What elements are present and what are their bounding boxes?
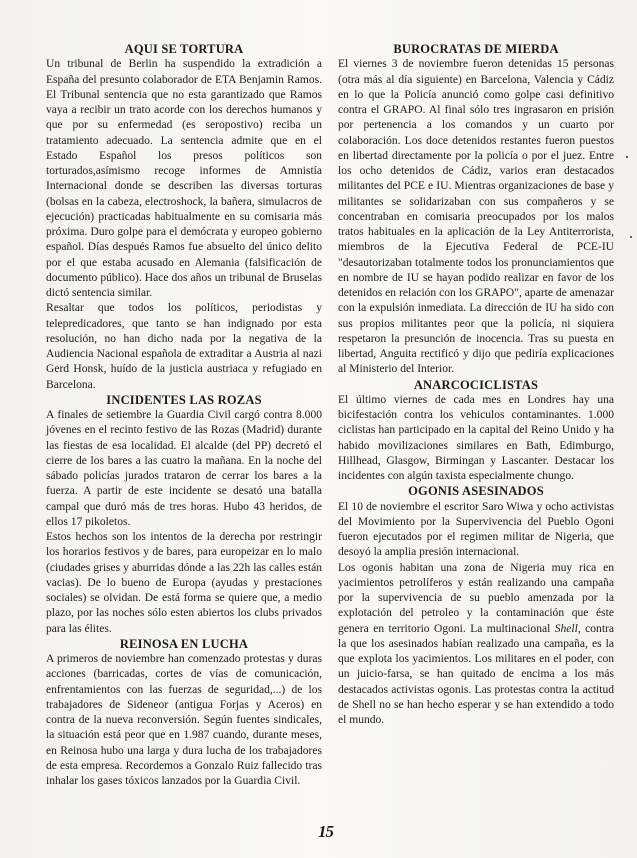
article-paragraph: Estos hechos son los intentos de la derecha por restringir los horarios festivos y de bares, para europeizar en lo malo (ciudades grises y aburridas dónde a las 22h las calles están vacias). De lo bueno de Europa (ayudas y prestaciones sociales) se olvidan. De está forma se quiere que, a medio plazo, por las noches sólo esten abiertos los clubs privados para las élites. [46, 531, 322, 635]
left-column [46, 42, 322, 789]
article-heading: REINOSA EN LUCHA [119, 636, 249, 651]
page-number: 15 [318, 822, 333, 841]
company-name: Shell [554, 622, 578, 635]
article-aqui-se-tortura [46, 42, 322, 393]
article-heading: INCIDENTES LAS ROZAS [106, 392, 262, 407]
article-paragraph: El 10 de noviembre el escritor Saro Wiwa y ocho activistas del Movimiento por la Supervivencia del Pueblo Ogoni fueron ejecutados por el regimen militar de Nigeria, que desoyó la amplia presión internacional. [338, 500, 614, 559]
article-paragraph: Un tribunal de Berlin ha suspendido la extradición a España del presunto colaborador de ETA Benjamin Ramos. El Tribunal sentencia que no esta garantizado que Ramos vaya a recibir un trato acorde con los derechos humanos y que por su enfermedad (es seropostivo) reciba un tratamiento adecuado. La sentencia admite que en el Estado Español los presos políticos son torturados,asímismo recoge informes de Amnistía Internacional donde se describen las diversas torturas (bolsas en la cabeza, electroshock, la bañera, simulacros de ejecución) practicadas habitualmente en su comisaria más próxima. Duro golpe para el demócrata y europeo gobierno español. Días después Ramos fue absuelto del único delito por el que estaba acusado en Alemania (falsificación de documento público). Hace dos años un tribunal de Bruselas dictó sentencia similar. [46, 58, 322, 299]
article-burocratas-de-mierda [338, 42, 614, 378]
article-paragraph: Los ogonis habitan una zona de Nigeria muy rica en yacimientos petrolíferos y están realizando una campaña por la supervivencia de su pueblo amenzada por la explotación del petroleo y la contaminación que éste genera en territorio Ogoni. La multinacional Shell, contra la que los asesinados habían realizado una campaña, es la que explota los yacimientos. Los militares en el poder, con un juicio-farsa, se han quitado de encima a los más destacados activistas ogonis. Las protestas contra la actitud de Shell no se han hecho esperar y se han extendido a todo el mundo. [338, 561, 614, 726]
article-paragraph: El viernes 3 de noviembre fueron detenidas 15 personas (otra más al día siguiente) en Barcelona, Valencia y Cádiz en lo que la Policía anunció como golpe casi definitivo contra el GRAPO. Al final sólo tres ingrasaron en prisión por pertenencia a los comandos y un cuarto por colaboración. Los doce detenidos restantes fueron puestos en libertad directamente por la policía o por el juez. Entre los ocho detenidos de Cádiz, varios eran destacados militantes del PCE e IU. Mientras organizaciones de base y militantes se solidarizaban con sus compañeros y se concentraban en comisaria preocupados por los malos tratos habituales en la aplicación de la Ley Antiterrorista, miembros de la Ejecutiva Federal de PCE-IU "desautorizaban totalmente todos los pronunciamientos que en nombre de IU se hayan podido realizar en favor de los detenidos en relación con los GRAPO", aparte de amenazar con la expulsión inmediata. La dirección de IU ha sido con sus propios militantes peor que la policía, ni siquiera respetaron la presunción de inocencia. Tras su puesta en libertad, Anguita rectificó y dijo que pediría explicaciones al Ministerio del Interior. [338, 58, 614, 376]
article-paragraph: A primeros de noviembre han comenzado protestas y duras acciones (barricadas, cortes de vías de comunicación, enfrentamientos con las fuerzas de seguridad,...) de los trabajadores de Sideneor (antigua Forjas y Aceros) en contra de la nueva reconversión. Según fuentes sindicales, la situación está peor que en 1.987 cuando, durante meses, en Reinosa hubo una larga y dura lucha de los trabajadores de esta empresa. Recordemos a Gonzalo Ruiz fallecido tras inhalar los gases tóxicos lanzados por la Guardia Civil. [46, 653, 322, 787]
article-heading: BUROCRATAS DE MIERDA [393, 42, 559, 56]
article-ogonis-asesinados [338, 484, 614, 728]
article-paragraph: Resaltar que todos los políticos, periodistas y telepredicadores, que tanto se han indignado por esta resolución, no han dicho nada por la negativa de la Audiencia Nacional española de extraditar a Austria al nazi Gerd Honsk, huído de la justicia austriaca y refugiado en Barcelona. [46, 302, 322, 391]
article-paragraph: El último viernes de cada mes en Londres hay una bicifestación contra los vehiculos contaminantes. 1.000 ciclistas han participado en la capital del Reino Unido y ha habido movilizaciones similares en Bath, Edimburgo, Hillhead, Glasgow, Birmingan y Lascanter. Destacar los incidentes con algún taxista especialmente chungo. [338, 393, 614, 482]
right-column [338, 42, 614, 728]
scan-speck [626, 156, 628, 158]
scan-speck [630, 236, 632, 238]
article-reinosa-en-lucha [46, 637, 322, 790]
article-incidentes-las-rozas [46, 393, 322, 637]
article-heading: ANARCOCICLISTAS [413, 377, 539, 392]
article-heading: AQUI SE TORTURA [124, 42, 244, 56]
article-paragraph: A finales de setiembre la Guardia Civil cargó contra 8.000 jóvenes en el recinto festivo de las Rozas (Madrid) durante las fiestas de esa localidad. El alcalde (del PP) decretó el cierre de los bares a las cuatro la mañana. En la noche del sábado policías jurados trataron de cerrar los bares a la fuerza. A partir de este incidente se desató una batalla campal que duró más de tres horas. Hubo 43 heridos, de ellos 17 pikoletos. [46, 409, 322, 528]
article-heading: OGONIS ASESINADOS [408, 484, 544, 499]
article-anarcociclistas [338, 378, 614, 485]
